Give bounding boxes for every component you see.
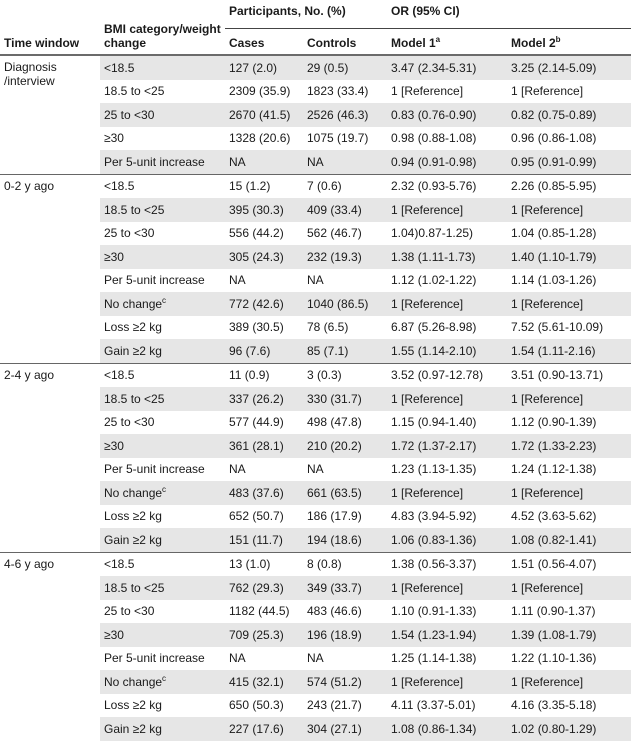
controls-cell: 562 (46.7) <box>307 226 362 241</box>
cases-cell: 709 (25.3) <box>225 623 303 647</box>
category-cell <box>100 411 225 435</box>
model1-cell: 2.32 (0.93-5.76) <box>387 174 507 198</box>
header-bmi-category: BMI category/weight change <box>100 0 225 55</box>
category-label: ≥30 <box>104 131 124 146</box>
controls-cell: 85 (7.1) <box>303 339 387 363</box>
category-label: ≥30 <box>104 438 124 453</box>
cases-cell: 11 (0.9) <box>225 363 303 387</box>
category-cell <box>100 316 225 340</box>
controls-cell: 1075 (19.7) <box>307 131 369 146</box>
model2-cell: 1 [Reference] <box>507 292 631 316</box>
model2-cell: 1.24 (1.12-1.38) <box>511 462 597 477</box>
model2-cell: 1 [Reference] <box>507 481 631 505</box>
category-label: Gain ≥2 kg <box>104 721 162 736</box>
model2-cell: 1.54 (1.11-2.16) <box>507 339 631 363</box>
cases-cell: 415 (32.1) <box>225 670 303 694</box>
table-row <box>0 55 631 80</box>
model2-cell: 1 [Reference] <box>507 198 631 222</box>
model1-cell: 1 [Reference] <box>391 84 464 99</box>
category-cell <box>100 528 225 552</box>
category-cell <box>100 222 225 246</box>
controls-cell: 243 (21.7) <box>307 698 362 713</box>
controls-cell: 1823 (33.4) <box>307 84 369 99</box>
time-window-cell: Diagnosis /interview <box>0 55 100 174</box>
cases-cell: 577 (44.9) <box>229 415 284 430</box>
category-label: ≥30 <box>104 249 124 264</box>
cases-cell: 127 (2.0) <box>225 55 303 80</box>
controls-cell: 483 (46.6) <box>307 604 362 619</box>
model1-cell: 3.47 (2.34-5.31) <box>387 55 507 80</box>
category-cell <box>100 198 225 222</box>
footnote-marker: c <box>162 673 167 683</box>
model1-cell: 1.54 (1.23-1.94) <box>387 623 507 647</box>
controls-cell: 78 (6.5) <box>307 320 349 335</box>
model1-cell: 1 [Reference] <box>387 292 507 316</box>
category-cell <box>100 80 225 104</box>
footnote-marker: c <box>162 484 167 494</box>
model2-cell: 1.40 (1.10-1.79) <box>507 245 631 269</box>
model2-cell: 1.22 (1.10-1.36) <box>511 651 597 666</box>
model1-cell: 1 [Reference] <box>387 670 507 694</box>
model1-cell: 1.38 (1.11-1.73) <box>387 245 507 269</box>
model2-cell: 1.12 (0.90-1.39) <box>511 415 597 430</box>
table-row <box>0 552 631 576</box>
table-row <box>0 174 631 198</box>
model2-cell: 1.04 (0.85-1.28) <box>511 226 597 241</box>
category-label: Loss ≥2 kg <box>104 320 162 335</box>
category-label: <18.5 <box>104 368 135 383</box>
model1-cell: 4.83 (3.94-5.92) <box>391 509 477 524</box>
category-cell <box>100 127 225 151</box>
controls-cell: 194 (18.6) <box>303 528 387 552</box>
model1-cell: 1 [Reference] <box>387 198 507 222</box>
cases-cell: 337 (26.2) <box>225 387 303 411</box>
category-cell <box>100 600 225 624</box>
controls-cell: NA <box>307 462 324 477</box>
model2-cell: 1.72 (1.33-2.23) <box>507 434 631 458</box>
model1-cell: 6.87 (5.26-8.98) <box>391 320 477 335</box>
model2-cell: 2.26 (0.85-5.95) <box>507 174 631 198</box>
model1-cell: 1 [Reference] <box>387 576 507 600</box>
category-cell <box>100 576 225 600</box>
category-cell <box>100 245 225 269</box>
controls-cell: NA <box>307 273 324 288</box>
cases-cell: NA <box>229 273 246 288</box>
header-time-window: Time window <box>0 0 100 55</box>
category-cell <box>100 623 225 647</box>
category-label: 18.5 to <25 <box>104 580 165 595</box>
model1-cell: 4.11 (3.37-5.01) <box>391 698 476 713</box>
model2-cell: 1.14 (1.03-1.26) <box>511 273 597 288</box>
category-cell <box>100 458 225 482</box>
time-window-cell: 2-4 y ago <box>0 363 100 552</box>
category-label: <18.5 <box>104 60 135 75</box>
model2-cell: 1.11 (0.90-1.37) <box>511 604 596 619</box>
cases-cell: 395 (30.3) <box>225 198 303 222</box>
model2-cell: 0.96 (0.86-1.08) <box>511 131 597 146</box>
model2-cell: 4.16 (3.35-5.18) <box>511 698 597 713</box>
category-cell <box>100 269 225 293</box>
cases-cell: 652 (50.7) <box>229 509 284 524</box>
controls-cell: 3 (0.3) <box>303 363 387 387</box>
category-label: No change <box>104 296 163 311</box>
category-label: 18.5 to <25 <box>104 84 165 99</box>
model1-cell: 1.08 (0.86-1.34) <box>387 717 507 741</box>
category-label: Per 5-unit increase <box>104 154 205 169</box>
model1-cell: 1.25 (1.14-1.38) <box>391 651 477 666</box>
category-cell <box>100 339 225 363</box>
footnote-marker: c <box>162 295 167 305</box>
category-label: 25 to <30 <box>104 604 155 619</box>
model1-cell: 1.55 (1.14-2.10) <box>387 339 507 363</box>
controls-cell: 7 (0.6) <box>303 174 387 198</box>
category-cell <box>100 670 225 694</box>
controls-cell: 196 (18.9) <box>303 623 387 647</box>
controls-cell: 210 (20.2) <box>303 434 387 458</box>
cases-cell: 762 (29.3) <box>225 576 303 600</box>
controls-cell: 409 (33.4) <box>303 198 387 222</box>
controls-cell: 304 (27.1) <box>303 717 387 741</box>
table-body <box>0 55 631 741</box>
category-cell <box>100 387 225 411</box>
category-cell <box>100 292 225 316</box>
model2-cell: 7.52 (5.61-10.09) <box>511 320 604 335</box>
category-label: Gain ≥2 kg <box>104 532 162 547</box>
table-row <box>0 363 631 387</box>
category-label: ≥30 <box>104 627 124 642</box>
category-label: <18.5 <box>104 179 135 194</box>
category-label: Gain ≥2 kg <box>104 343 162 358</box>
header-participants-group: Participants, No. (%) <box>225 0 387 29</box>
cases-cell: 1182 (44.5) <box>229 604 290 619</box>
model1-cell: 1.15 (0.94-1.40) <box>391 415 477 430</box>
cases-cell: NA <box>229 462 246 477</box>
model1-cell: 0.98 (0.88-1.08) <box>391 131 477 146</box>
table-header <box>0 0 631 55</box>
category-label: Per 5-unit increase <box>104 273 205 288</box>
header-model2 <box>507 29 631 56</box>
header-model2-label: Model 2 <box>511 36 556 50</box>
model1-cell: 1.10 (0.91-1.33) <box>391 604 477 619</box>
controls-cell: 29 (0.5) <box>303 55 387 80</box>
cases-cell: 227 (17.6) <box>225 717 303 741</box>
cases-cell: 96 (7.6) <box>225 339 303 363</box>
controls-cell: 186 (17.9) <box>307 509 362 524</box>
model1-cell: 0.94 (0.91-0.98) <box>387 150 507 174</box>
model2-cell: 1.08 (0.82-1.41) <box>507 528 631 552</box>
model1-cell: 1.38 (0.56-3.37) <box>387 552 507 576</box>
category-cell <box>100 647 225 671</box>
time-window-cell: 4-6 y ago <box>0 552 100 741</box>
controls-cell: 574 (51.2) <box>303 670 387 694</box>
cases-cell: 556 (44.2) <box>229 226 284 241</box>
cases-cell: 2309 (35.9) <box>229 84 291 99</box>
category-label: 25 to <30 <box>104 415 155 430</box>
footnote-marker: b <box>555 35 561 44</box>
model2-cell: 4.52 (3.63-5.62) <box>511 509 597 524</box>
category-label: No change <box>104 485 163 500</box>
cases-cell: 389 (30.5) <box>229 320 284 335</box>
model1-cell: 3.52 (0.97-12.78) <box>387 363 507 387</box>
model2-cell: 1.02 (0.80-1.29) <box>507 717 631 741</box>
category-cell <box>100 505 225 529</box>
cases-cell: 15 (1.2) <box>225 174 303 198</box>
footnote-marker: a <box>435 35 441 44</box>
category-label: Loss ≥2 kg <box>104 698 162 713</box>
model1-cell: 1.04)0.87-1.25) <box>391 226 474 241</box>
model2-cell: 0.82 (0.75-0.89) <box>507 103 631 127</box>
controls-cell: NA <box>307 651 324 666</box>
category-cell <box>100 103 225 127</box>
controls-cell: 8 (0.8) <box>303 552 387 576</box>
category-cell <box>100 434 225 458</box>
category-cell <box>100 481 225 505</box>
model2-cell: 1.39 (1.08-1.79) <box>507 623 631 647</box>
category-cell <box>100 174 225 198</box>
header-cases: Cases <box>225 29 303 56</box>
model2-cell: 1 [Reference] <box>507 670 631 694</box>
cases-cell: 361 (28.1) <box>225 434 303 458</box>
model1-cell: 1.06 (0.83-1.36) <box>387 528 507 552</box>
category-label: <18.5 <box>104 557 135 572</box>
header-model1 <box>387 29 507 56</box>
category-label: 25 to <30 <box>104 107 155 122</box>
cases-cell: 2670 (41.5) <box>225 103 303 127</box>
model2-cell: 3.51 (0.90-13.71) <box>507 363 631 387</box>
time-window-cell: 0-2 y ago <box>0 174 100 363</box>
model2-cell: 0.95 (0.91-0.99) <box>507 150 631 174</box>
category-label: 25 to <30 <box>104 226 155 241</box>
controls-cell: 498 (47.8) <box>307 415 362 430</box>
controls-cell: 2526 (46.3) <box>303 103 387 127</box>
category-cell <box>100 717 225 741</box>
controls-cell: NA <box>303 150 387 174</box>
cases-cell: 772 (42.6) <box>225 292 303 316</box>
model1-cell: 1.72 (1.37-2.17) <box>387 434 507 458</box>
cases-cell: 650 (50.3) <box>229 698 284 713</box>
category-label: 18.5 to <25 <box>104 391 165 406</box>
model2-cell: 3.25 (2.14-5.09) <box>507 55 631 80</box>
model1-cell: 1.12 (1.02-1.22) <box>391 273 477 288</box>
category-cell <box>100 363 225 387</box>
model2-cell: 1 [Reference] <box>507 387 631 411</box>
cases-cell: 305 (24.3) <box>225 245 303 269</box>
controls-cell: 330 (31.7) <box>303 387 387 411</box>
model1-cell: 1.23 (1.13-1.35) <box>391 462 477 477</box>
controls-cell: 1040 (86.5) <box>303 292 387 316</box>
controls-cell: 232 (19.3) <box>303 245 387 269</box>
cases-cell: 151 (11.7) <box>225 528 303 552</box>
category-cell <box>100 552 225 576</box>
category-label: Per 5-unit increase <box>104 651 205 666</box>
controls-cell: 661 (63.5) <box>303 481 387 505</box>
header-or-group: OR (95% CI) <box>387 0 631 29</box>
category-label: Per 5-unit increase <box>104 462 205 477</box>
cases-cell: 1328 (20.6) <box>229 131 291 146</box>
model2-cell: 1 [Reference] <box>507 576 631 600</box>
category-label: Loss ≥2 kg <box>104 509 162 524</box>
model1-cell: 1 [Reference] <box>387 481 507 505</box>
model1-cell: 1 [Reference] <box>387 387 507 411</box>
header-controls: Controls <box>303 29 387 56</box>
category-cell <box>100 150 225 174</box>
cases-cell: NA <box>225 150 303 174</box>
cases-cell: NA <box>229 651 246 666</box>
model2-cell: 1 [Reference] <box>511 84 584 99</box>
model1-cell: 0.83 (0.76-0.90) <box>387 103 507 127</box>
model2-cell: 1.51 (0.56-4.07) <box>507 552 631 576</box>
header-model1-label: Model 1 <box>391 36 436 50</box>
category-label: No change <box>104 674 163 689</box>
category-cell <box>100 55 225 80</box>
controls-cell: 349 (33.7) <box>303 576 387 600</box>
cases-cell: 13 (1.0) <box>225 552 303 576</box>
cases-cell: 483 (37.6) <box>225 481 303 505</box>
category-label: 18.5 to <25 <box>104 202 165 217</box>
category-cell <box>100 694 225 718</box>
